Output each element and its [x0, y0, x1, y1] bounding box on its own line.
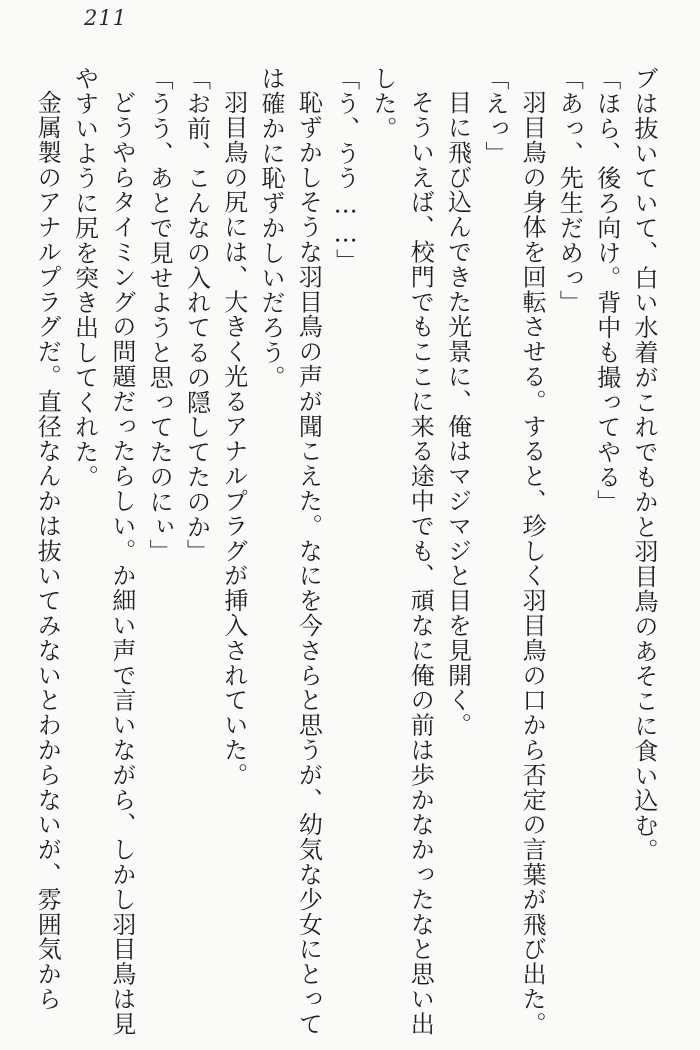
paragraph-dialogue: 「あっ、先生だめっ」 — [555, 66, 584, 315]
paragraph-dialogue: 「お前、こんなの入れてるの隠してたのか」 — [182, 66, 211, 564]
paragraph-narrative: 目に飛び込んできた光景に、俺はマジマジと目を見開く。 — [443, 90, 472, 738]
paragraph-narrative: 羽目鳥の身体を回転させる。すると、珍しく羽目鳥の口から否定の言葉が飛び出た。 — [518, 90, 547, 1037]
paragraph-narrative: 金属製のアナルプラグだ。直径なんかは抜いてみないとわからないが、雰囲気から — [33, 90, 62, 1012]
paragraph-continuation: ブは抜いていて、白い水着がこれでもかと羽目鳥のあそこに食い込む。 — [630, 66, 658, 863]
paragraph-narrative: 羽目鳥の尻には、大きく光るアナルプラグが挿入されていた。 — [219, 90, 248, 788]
paragraph-dialogue: 「えっ」 — [480, 66, 509, 166]
paragraph-dialogue: 「う、うう……」 — [331, 66, 360, 274]
paragraph-dialogue: 「ほら、後ろ向け。背中も撮ってやる」 — [592, 66, 621, 515]
paragraph-narrative: どうやらタイミングの問題だったらしい。か細い声で言いながら、しかし羽目鳥は見やすいように尻を突き出してくれた。 — [70, 66, 136, 1037]
body-text — [28, 66, 662, 1038]
paragraph-narrative: そういえば、校門でもここに来る途中でも、頑なに俺の前は歩かなかったなと思い出した。 — [368, 66, 435, 1037]
paragraph-dialogue: 「うう、あとで見せようと思ってたのにぃ」 — [145, 66, 174, 564]
page-number: 211 — [84, 6, 128, 30]
paragraph-narrative: 恥ずかしそうな羽目鳥の声が聞こえた。なにを今さらと思うが、幼気な少女にとっては確かに恥ずかしいだろう。 — [257, 66, 323, 1037]
